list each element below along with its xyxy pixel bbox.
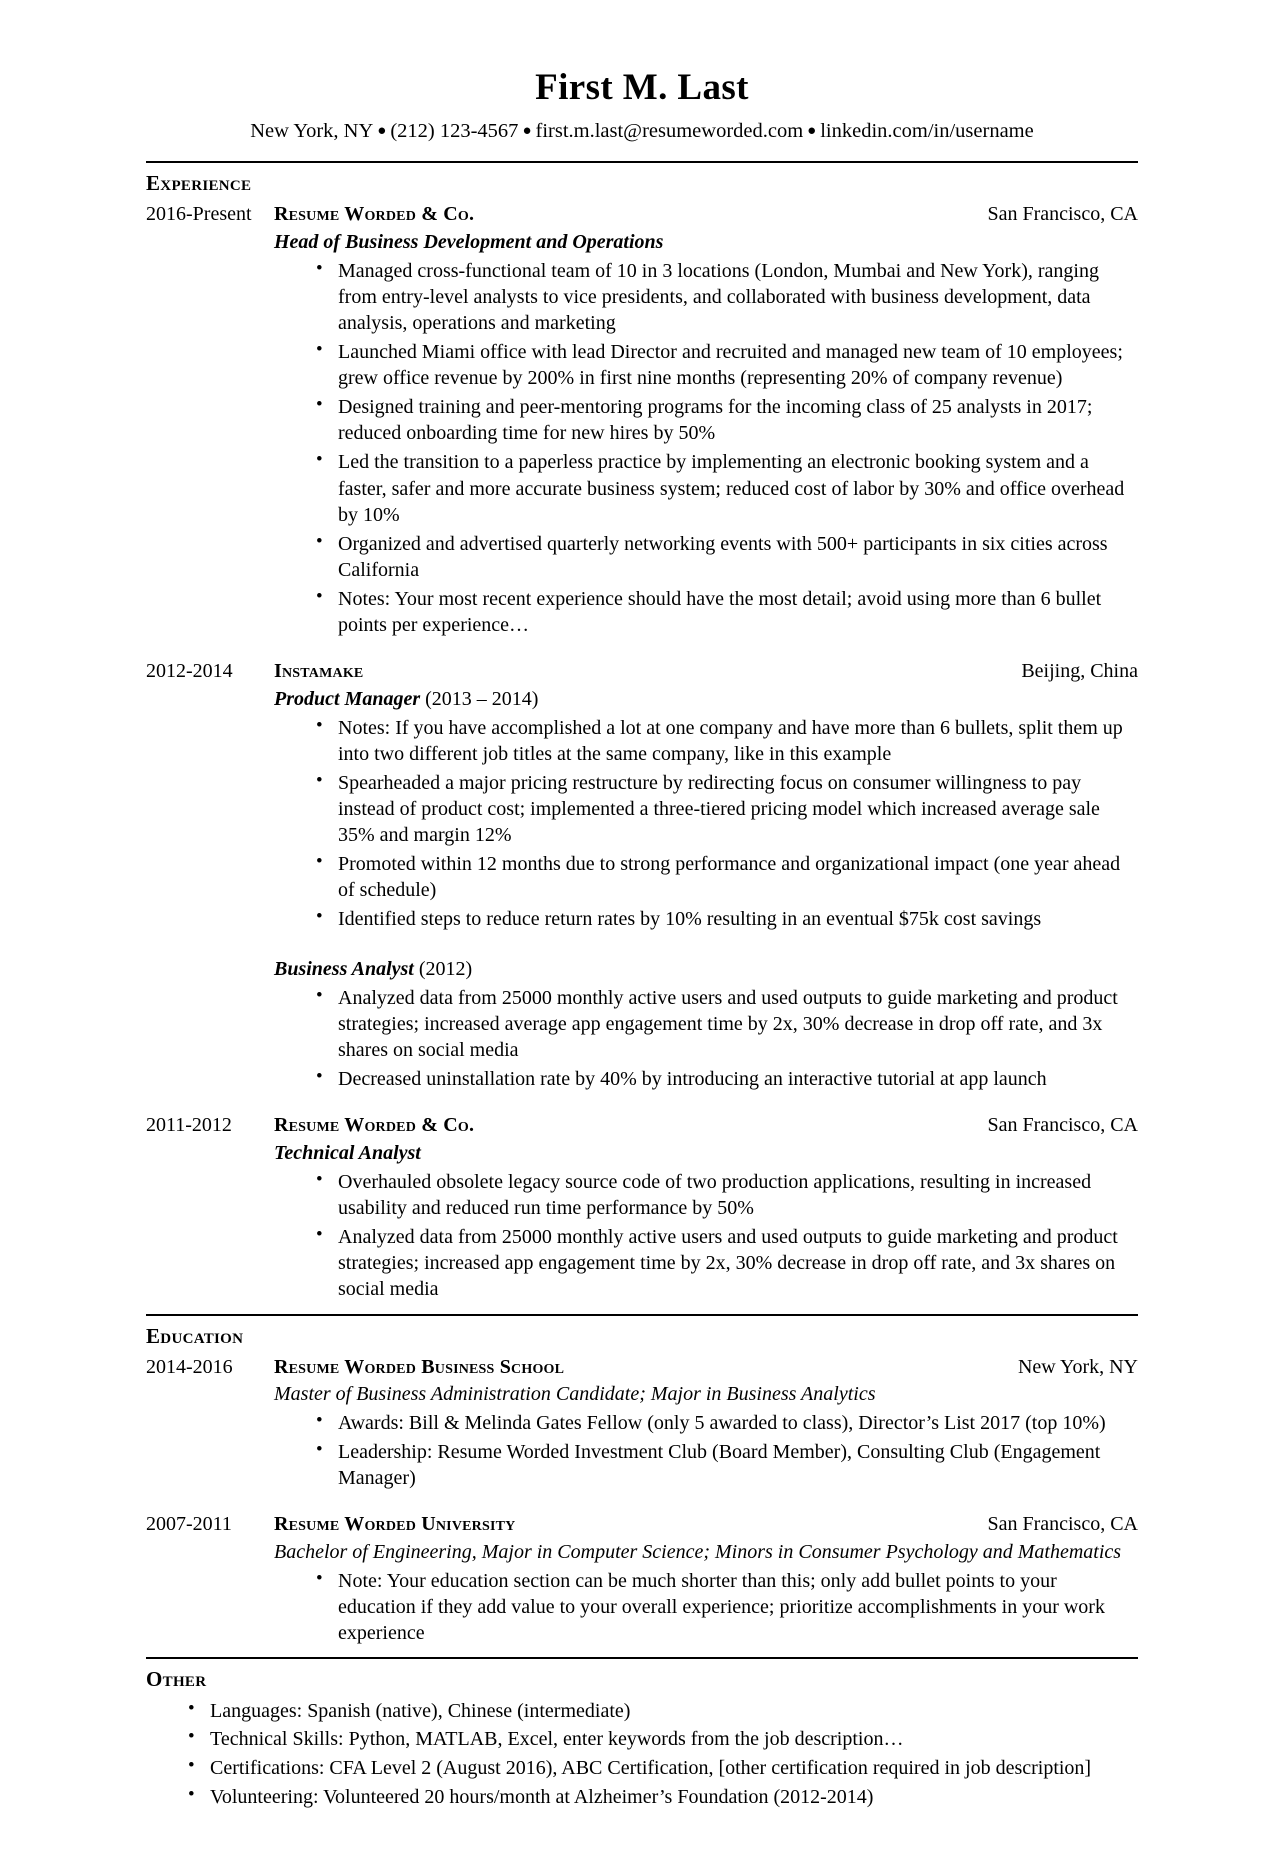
bullet-item: • Note: Your education section can be much shorter than this; only add bullet points to your education if they add value to your overall experience; prioritize accomplishments in your work experience	[316, 1568, 1138, 1647]
experience-entry	[146, 201, 1138, 638]
entry-role-secondary	[274, 956, 1138, 983]
degree-title: Bachelor of Engineering, Major in Computer Science; Minors in Consumer Psychology and Mathematics	[274, 1540, 1122, 1563]
entry-role	[274, 1140, 1138, 1167]
section-divider	[146, 161, 1138, 163]
entry-body	[274, 229, 1138, 638]
other-bullet-list	[146, 1698, 1138, 1811]
entry-bullet-list	[274, 715, 1138, 933]
entry-dates: 2014-2016	[146, 1355, 233, 1378]
section-divider	[146, 1314, 1138, 1316]
bullet-item: • Spearheaded a major pricing restructure by redirecting focus on consumer willingness to pay instead of product cost; implemented a three-tiered pricing model which increased average sale 35% and margin 12%	[316, 770, 1138, 849]
contact-phone: (212) 123-4567	[390, 119, 519, 142]
entry-header	[146, 1354, 1138, 1380]
experience-section	[146, 171, 1138, 1302]
entry-header	[146, 1112, 1138, 1138]
entry-body	[274, 686, 1138, 1093]
entry-location: San Francisco, CA	[987, 1114, 1138, 1137]
entry-location: New York, NY	[1017, 1355, 1138, 1378]
entry-bullet-list	[274, 985, 1138, 1093]
experience-section-title: Experience	[146, 171, 252, 196]
entry-header	[146, 1511, 1138, 1537]
entry-organization: Instamake	[274, 660, 364, 683]
bullet-item: • Designed training and peer-mentoring programs for the incoming class of 25 analysts in 2017; reduced onboarding time for new hires by 50%	[316, 394, 1138, 447]
contact-separator-icon: ●	[377, 122, 387, 139]
role-title: Product Manager	[274, 687, 421, 710]
bullet-item: • Led the transition to a paperless practice by implementing an electronic booking system and a faster, safer and more accurate business system; reduced cost of labor by 30% and office overhead by 10%	[316, 449, 1138, 528]
entry-dates: 2012-2014	[146, 660, 233, 683]
bullet-item: • Notes: If you have accomplished a lot at one company and have more than 6 bullets, split them up into two different job titles at the same company, like in this example	[316, 715, 1138, 768]
bullet-item: • Identified steps to reduce return rates by 10% resulting in an eventual $75k cost savings	[316, 906, 1138, 932]
education-entry	[146, 1511, 1138, 1646]
entry-organization: Resume Worded University	[274, 1513, 516, 1536]
role-dates: (2013 – 2014)	[420, 687, 539, 710]
contact-separator-icon: ●	[522, 122, 532, 139]
entry-dates: 2011-2012	[146, 1114, 232, 1137]
entry-body	[274, 1381, 1138, 1491]
entry-location: San Francisco, CA	[987, 1513, 1138, 1536]
contact-linkedin[interactable]: linkedin.com/in/username	[820, 119, 1034, 142]
role-title: Technical Analyst	[274, 1141, 421, 1164]
contact-line	[146, 118, 1138, 145]
entry-bullet-list	[274, 1169, 1138, 1303]
entry-location: Beijing, China	[1021, 660, 1138, 683]
bullet-item: • Launched Miami office with lead Director and recruited and managed new team of 10 employees; grew office revenue by 200% in first nine months (representing 20% of company revenue)	[316, 339, 1138, 392]
entry-organization: Resume Worded Business School	[274, 1355, 565, 1378]
entry-organization: Resume Worded & Co.	[274, 1114, 475, 1137]
role-title: Head of Business Development and Operations	[274, 230, 664, 253]
bullet-item: • Promoted within 12 months due to strong performance and organizational impact (one year ahead of schedule)	[316, 851, 1138, 904]
entry-dates: 2016-Present	[146, 203, 252, 226]
entry-bullet-list	[274, 1568, 1138, 1647]
candidate-name: First M. Last	[535, 67, 749, 108]
bullet-item: • Analyzed data from 25000 monthly active users and used outputs to guide marketing and product strategies; increased app engagement time by 2x, 30% decrease in drop off rate, and 3x shares on social media	[316, 1224, 1138, 1303]
resume-header	[146, 66, 1138, 150]
entry-body	[274, 1539, 1138, 1647]
experience-entry	[146, 1112, 1138, 1302]
bullet-item: • Leadership: Resume Worded Investment Club (Board Member), Consulting Club (Engagement Manager)	[316, 1439, 1138, 1492]
bullet-item: • Decreased uninstallation rate by 40% by introducing an interactive tutorial at app launch	[316, 1066, 1138, 1092]
education-entry	[146, 1354, 1138, 1492]
bullet-item: • Managed cross-functional team of 10 in 3 locations (London, Mumbai and New York), ranging from entry-level analysts to vice presidents, and collaborated with business development, data analysis, operations and marketing	[316, 258, 1138, 337]
entry-organization: Resume Worded & Co.	[274, 203, 475, 226]
bullet-item: • Analyzed data from 25000 monthly active users and used outputs to guide marketing and product strategies; increased average app engagement time by 2x, 30% decrease in drop off rate, and 3x shares on social media	[316, 985, 1138, 1064]
experience-entry	[146, 658, 1138, 1092]
bullet-item: • Technical Skills: Python, MATLAB, Excel, enter keywords from the job description…	[188, 1726, 1138, 1752]
entry-header	[146, 658, 1138, 684]
contact-location: New York, NY	[250, 119, 374, 142]
bullet-item: • Awards: Bill & Melinda Gates Fellow (only 5 awarded to class), Director’s List 2017 (top 10%)	[316, 1410, 1138, 1436]
entry-header	[146, 201, 1138, 227]
section-divider	[146, 1657, 1138, 1659]
entry-role	[274, 229, 1138, 256]
entry-role	[274, 686, 1138, 713]
degree-title: Master of Business Administration Candidate; Major in Business Analytics	[274, 1383, 876, 1406]
role-dates: (2012)	[413, 957, 473, 980]
entry-body	[274, 1140, 1138, 1303]
education-section-title: Education	[146, 1323, 244, 1348]
education-section	[146, 1324, 1138, 1647]
role-spacer	[274, 935, 1138, 955]
entry-bullet-list	[274, 1410, 1138, 1491]
contact-email[interactable]: first.m.last@resumeworded.com	[535, 119, 804, 142]
role-title: Business Analyst	[274, 957, 414, 980]
bullet-item: • Languages: Spanish (native), Chinese (intermediate)	[188, 1698, 1138, 1724]
bullet-item: • Overhauled obsolete legacy source code of two production applications, resulting in increased usability and reduced run time performance by 50%	[316, 1169, 1138, 1222]
entry-bullet-list	[274, 258, 1138, 639]
entry-dates: 2007-2011	[146, 1513, 232, 1536]
bullet-item: • Certifications: CFA Level 2 (August 2016), ABC Certification, [other certification required in job description]	[188, 1755, 1138, 1781]
bullet-item: • Volunteering: Volunteered 20 hours/month at Alzheimer’s Foundation (2012-2014)	[188, 1784, 1138, 1810]
other-section-title: Other	[146, 1667, 207, 1692]
bullet-item: • Notes: Your most recent experience should have the most detail; avoid using more than 6 bullet points per experience…	[316, 586, 1138, 639]
bullet-item: • Organized and advertised quarterly networking events with 500+ participants in six cities across California	[316, 531, 1138, 584]
entry-location: San Francisco, CA	[987, 203, 1138, 226]
contact-separator-icon: ●	[807, 122, 817, 139]
other-section	[146, 1667, 1138, 1810]
